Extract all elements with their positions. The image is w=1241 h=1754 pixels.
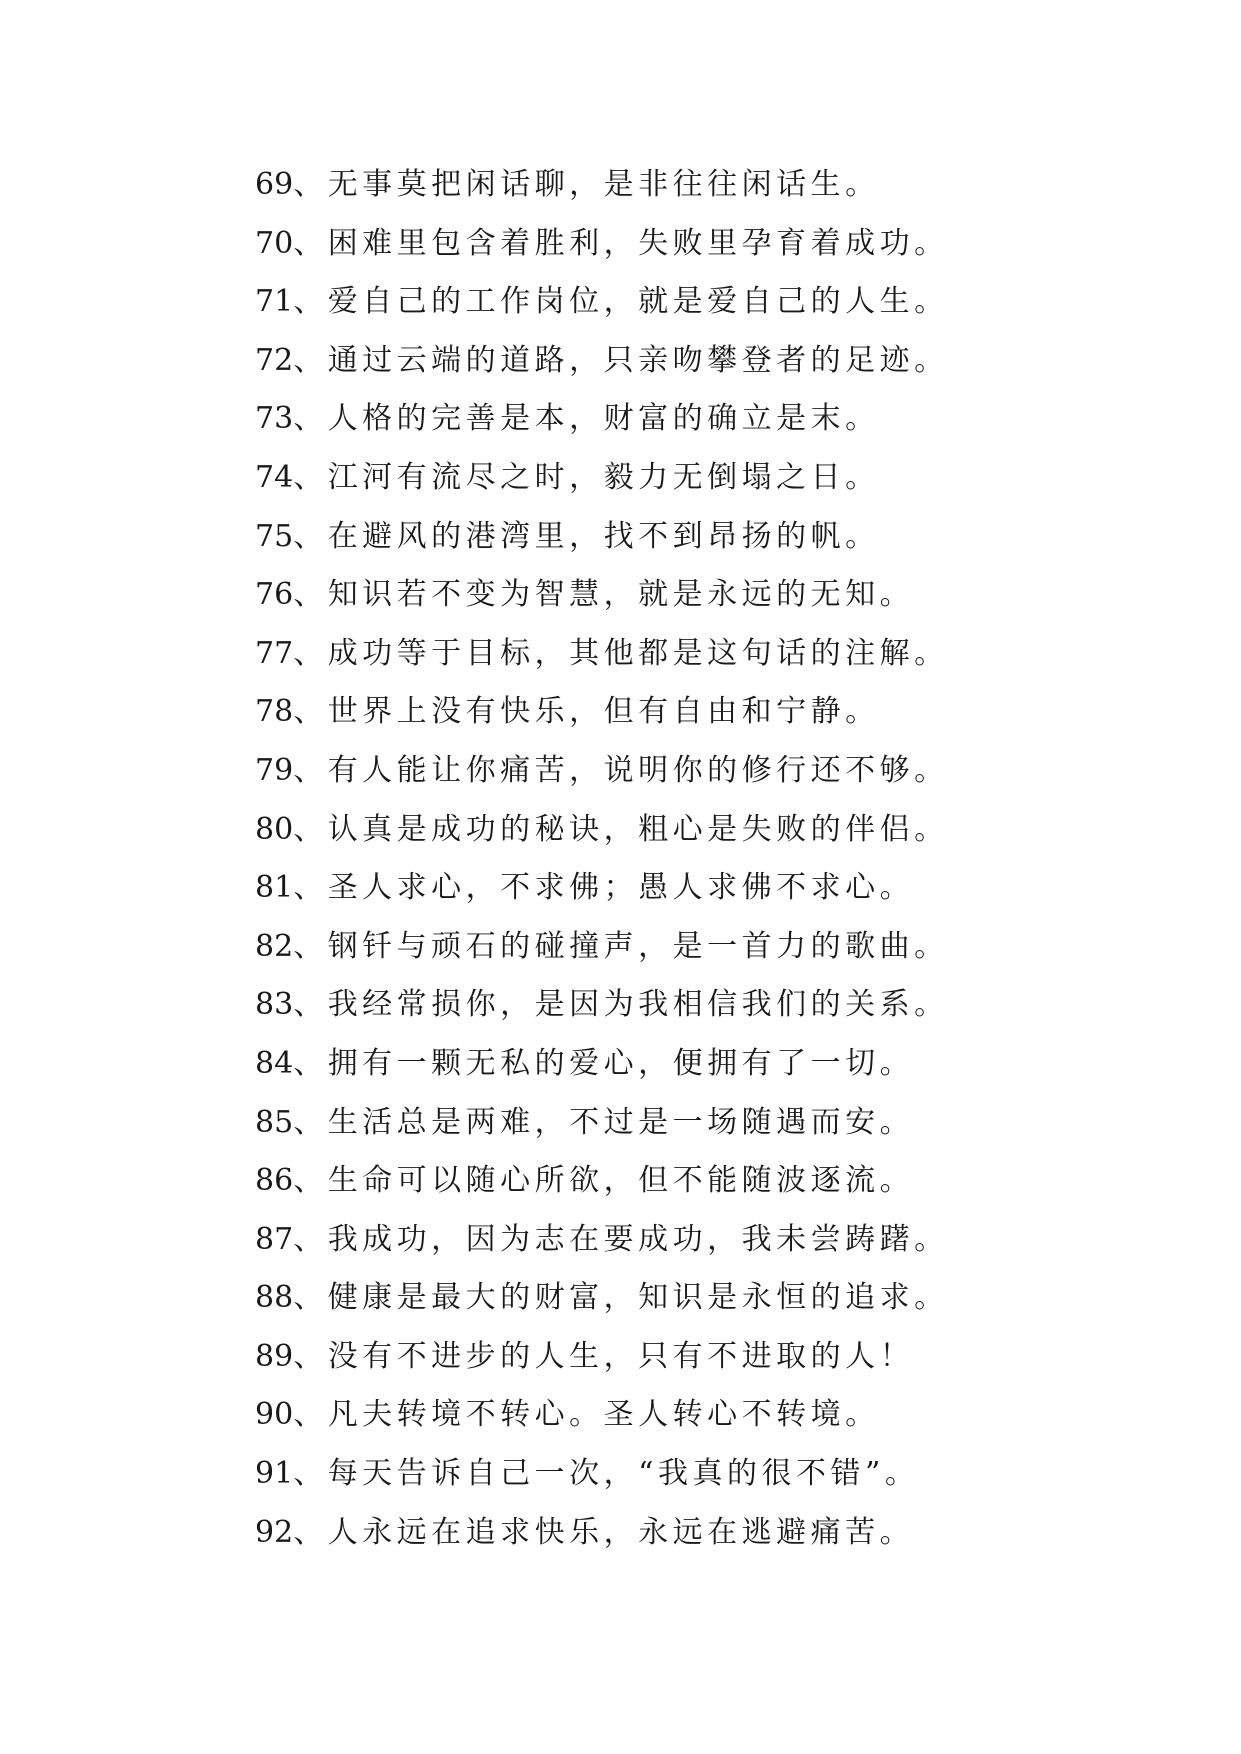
quote-separator: 、 [293, 1397, 328, 1433]
quote-text: 通过云端的道路，只亲吻攀登者的足迹。 [327, 342, 949, 378]
quote-line [255, 390, 1155, 449]
quote-separator: 、 [293, 167, 328, 202]
quote-line [255, 1504, 1155, 1563]
quote-line [255, 156, 1155, 215]
quote-line [255, 1328, 1155, 1387]
quote-number: 82 [255, 928, 294, 964]
quote-text: 钢钎与顽石的碰撞声，是一首力的歌曲。 [327, 928, 949, 964]
quote-separator: 、 [293, 342, 328, 378]
quote-line [255, 332, 1155, 391]
quote-number: 71 [255, 284, 294, 320]
quote-line [255, 1386, 1155, 1445]
quote-separator: 、 [293, 401, 328, 437]
quote-separator: 、 [293, 1280, 328, 1316]
quote-text: 爱自己的工作岗位，就是爱自己的人生。 [327, 284, 949, 320]
quote-number: 85 [255, 1104, 294, 1140]
quote-text: 成功等于目标，其他都是这句话的注解。 [327, 635, 949, 671]
quote-separator: 、 [293, 1104, 328, 1140]
quote-number: 91 [255, 1456, 294, 1492]
quote-number: 77 [255, 635, 294, 671]
quote-separator: 、 [293, 1163, 328, 1199]
quote-text: 在避风的港湾里，找不到昂扬的帆。 [327, 518, 880, 554]
quote-number: 73 [255, 401, 294, 437]
quote-number: 90 [255, 1397, 294, 1433]
quote-separator: 、 [293, 1045, 328, 1081]
quote-separator: 、 [293, 518, 328, 554]
quote-line [255, 1094, 1155, 1153]
quote-text: 生活总是两难，不过是一场随遇而安。 [327, 1104, 915, 1140]
quote-text: 拥有一颗无私的爱心，便拥有了一切。 [327, 1045, 915, 1081]
quote-number: 72 [255, 342, 294, 378]
quote-number: 75 [255, 518, 294, 554]
quote-separator: 、 [293, 577, 328, 613]
quote-number: 83 [255, 987, 294, 1023]
quote-line [255, 508, 1155, 567]
quote-separator: 、 [293, 811, 328, 847]
quote-line [255, 976, 1155, 1035]
quote-text: 无事莫把闲话聊，是非往往闲话生。 [327, 167, 880, 202]
quote-line [255, 801, 1155, 860]
quote-separator: 、 [293, 694, 328, 730]
quote-line [255, 1035, 1155, 1094]
quote-separator: 、 [293, 928, 328, 964]
quote-text: 圣人求心，不求佛；愚人求佛不求心。 [327, 870, 915, 906]
quote-separator: 、 [293, 1514, 328, 1550]
quote-list [255, 156, 1155, 1562]
quote-number: 70 [255, 225, 294, 261]
quote-text: 世界上没有快乐，但有自由和宁静。 [327, 694, 880, 730]
quote-separator: 、 [293, 635, 328, 671]
quote-separator: 、 [293, 987, 328, 1023]
quote-number: 81 [255, 870, 294, 906]
quote-separator: 、 [293, 1456, 328, 1492]
quote-separator: 、 [293, 459, 328, 495]
quote-number: 89 [255, 1338, 294, 1374]
quote-number: 84 [255, 1045, 294, 1081]
quote-line [255, 859, 1155, 918]
quote-line [255, 566, 1155, 625]
quote-text: 知识若不变为智慧，就是永远的无知。 [327, 577, 915, 613]
quote-number: 76 [255, 577, 294, 613]
quote-line [255, 1445, 1155, 1504]
quote-line [255, 742, 1155, 801]
quote-line [255, 625, 1155, 684]
quote-text: 我经常损你，是因为我相信我们的关系。 [327, 987, 949, 1023]
quote-number: 80 [255, 811, 294, 847]
quote-separator: 、 [293, 870, 328, 906]
quote-number: 87 [255, 1221, 294, 1257]
quote-text: 有人能让你痛苦，说明你的修行还不够。 [327, 752, 949, 788]
quote-line [255, 1152, 1155, 1211]
quote-line [255, 215, 1155, 274]
quote-number: 74 [255, 459, 294, 495]
quote-text: 健康是最大的财富，知识是永恒的追求。 [327, 1280, 949, 1316]
quote-number: 69 [255, 167, 294, 202]
quote-line [255, 1269, 1155, 1328]
quote-separator: 、 [293, 1221, 328, 1257]
quote-text: 人永远在追求快乐，永远在逃避痛苦。 [327, 1514, 915, 1550]
quote-number: 78 [255, 694, 294, 730]
quote-text: 我成功，因为志在要成功，我未尝踌躇。 [327, 1221, 949, 1257]
quote-number: 88 [255, 1280, 294, 1316]
quote-text: 生命可以随心所欲，但不能随波逐流。 [327, 1163, 915, 1199]
quote-text: 认真是成功的秘诀，粗心是失败的伴侣。 [327, 811, 949, 847]
quote-line [255, 449, 1155, 508]
quote-separator: 、 [293, 1338, 328, 1374]
quote-line [255, 683, 1155, 742]
quote-separator: 、 [293, 225, 328, 261]
quote-text: 人格的完善是本，财富的确立是末。 [327, 401, 880, 437]
quote-text: 凡夫转境不转心。圣人转心不转境。 [327, 1397, 880, 1433]
quote-number: 79 [255, 752, 294, 788]
quote-number: 92 [255, 1514, 294, 1550]
quote-text: 江河有流尽之时，毅力无倒塌之日。 [327, 459, 880, 495]
quote-line [255, 918, 1155, 977]
quote-separator: 、 [293, 284, 328, 320]
quote-number: 86 [255, 1163, 294, 1199]
quote-line [255, 1211, 1155, 1270]
quote-text: 没有不进步的人生，只有不进取的人！ [327, 1338, 915, 1374]
quote-separator: 、 [293, 752, 328, 788]
quote-line [255, 273, 1155, 332]
quote-text: 困难里包含着胜利，失败里孕育着成功。 [327, 225, 949, 261]
quote-text: 每天告诉自己一次，“我真的很不错”。 [327, 1456, 920, 1492]
